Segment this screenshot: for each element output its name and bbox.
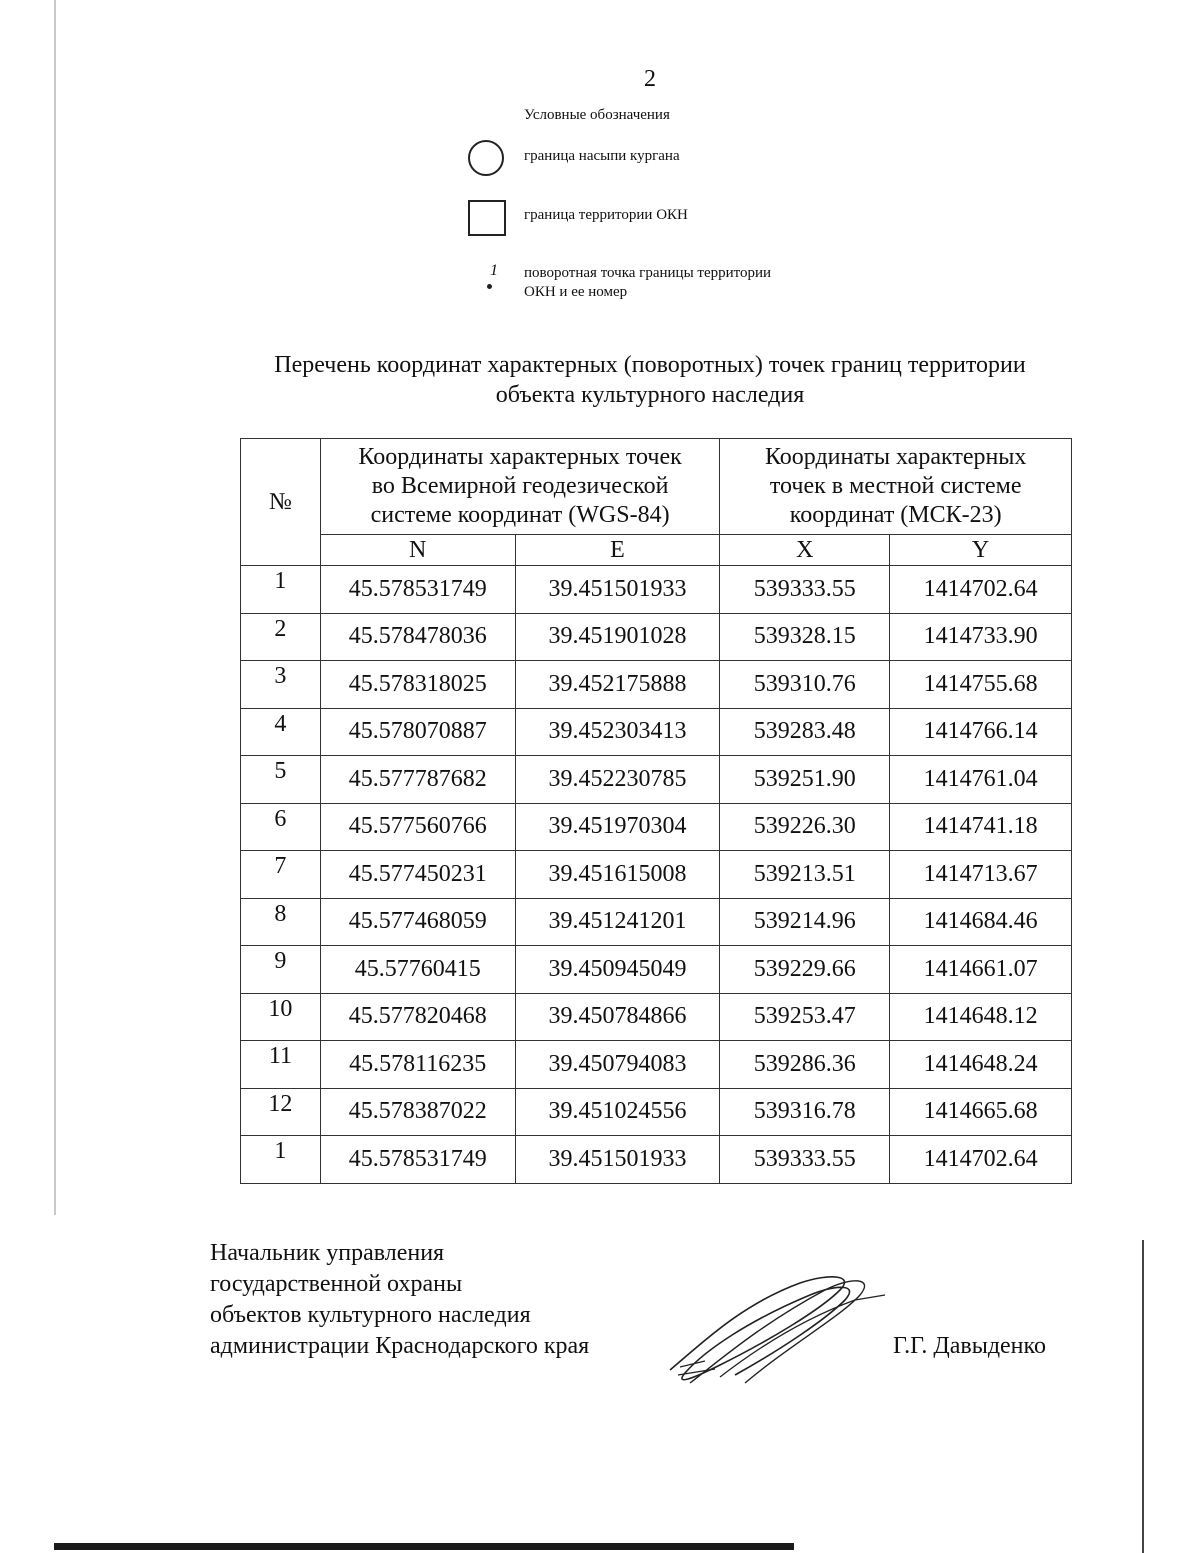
cell-n: 45.577820468 [320, 993, 515, 1041]
section-title-line2: объекта культурного наследия [495, 382, 805, 408]
cell-e: 39.451901028 [515, 613, 720, 661]
cell-e: 39.451241201 [515, 898, 720, 946]
cell-y: 1414733.90 [890, 613, 1072, 661]
scan-edge-right [1142, 1240, 1144, 1553]
cell-number: 12 [241, 1088, 321, 1136]
cell-number: 4 [241, 708, 321, 756]
cell-number: 1 [241, 566, 321, 614]
cell-y: 1414766.14 [890, 708, 1072, 756]
cell-e: 39.450945049 [515, 946, 720, 994]
cell-x: 539283.48 [720, 708, 890, 756]
cell-y: 1414741.18 [890, 803, 1072, 851]
signer-position-line4: администрации Краснодарского края [210, 1333, 590, 1359]
cell-number: 1 [241, 1136, 321, 1184]
cell-number: 6 [241, 803, 321, 851]
cell-y: 1414684.46 [890, 898, 1072, 946]
cell-n: 45.577450231 [320, 851, 515, 899]
cell-n: 45.578478036 [320, 613, 515, 661]
cell-x: 539333.55 [720, 566, 890, 614]
cell-e: 39.451024556 [515, 1088, 720, 1136]
header-n: N [320, 535, 515, 566]
cell-number: 9 [241, 946, 321, 994]
cell-number: 3 [241, 661, 321, 709]
header-wgs84 [320, 439, 720, 535]
legend-title: Условные обозначения [524, 107, 670, 123]
cell-x: 539226.30 [720, 803, 890, 851]
signer-position [210, 1238, 589, 1362]
table-row [241, 993, 1072, 1041]
cell-x: 539214.96 [720, 898, 890, 946]
cell-number: 10 [241, 993, 321, 1041]
cell-e: 39.451970304 [515, 803, 720, 851]
cell-n: 45.578318025 [320, 661, 515, 709]
cell-x: 539328.15 [720, 613, 890, 661]
header-msk23-line1: Координаты характерных [764, 444, 1027, 470]
square-icon [468, 200, 506, 236]
legend-label-point [524, 264, 771, 302]
table-row [241, 851, 1072, 899]
turning-point-number: 1 [490, 262, 498, 279]
cell-number: 7 [241, 851, 321, 899]
header-msk23-line3: координат (МСК-23) [789, 502, 1002, 528]
signer-position-line1: Начальник управления [210, 1240, 445, 1266]
table-row [241, 566, 1072, 614]
signer-position-line2: государственной охраны [210, 1271, 463, 1297]
table-row [241, 898, 1072, 946]
cell-y: 1414648.24 [890, 1041, 1072, 1089]
legend-label-territory: граница территории ОКН [524, 207, 688, 223]
scan-edge-left [54, 0, 56, 1215]
header-wgs84-line1: Координаты характерных точек [358, 444, 682, 470]
cell-n: 45.578116235 [320, 1041, 515, 1089]
table-row [241, 756, 1072, 804]
cell-e: 39.451501933 [515, 1136, 720, 1184]
table-row [241, 946, 1072, 994]
page-number: 2 [644, 66, 656, 92]
cell-e: 39.451501933 [515, 566, 720, 614]
cell-e: 39.452303413 [515, 708, 720, 756]
header-wgs84-line3: системе координат (WGS-84) [370, 502, 670, 528]
table-row [241, 661, 1072, 709]
cell-n: 45.578531749 [320, 1136, 515, 1184]
table-row [241, 803, 1072, 851]
cell-y: 1414702.64 [890, 1136, 1072, 1184]
header-number: № [241, 439, 321, 566]
cell-n: 45.577468059 [320, 898, 515, 946]
cell-y: 1414761.04 [890, 756, 1072, 804]
cell-x: 539316.78 [720, 1088, 890, 1136]
cell-n: 45.577787682 [320, 756, 515, 804]
cell-number: 5 [241, 756, 321, 804]
cell-x: 539229.66 [720, 946, 890, 994]
section-title-line1: Перечень координат характерных (поворотных) точек границ территории [274, 352, 1026, 378]
scan-edge-bottom [54, 1543, 794, 1550]
cell-e: 39.451615008 [515, 851, 720, 899]
cell-y: 1414755.68 [890, 661, 1072, 709]
cell-n: 45.578387022 [320, 1088, 515, 1136]
cell-n: 45.57760415 [320, 946, 515, 994]
turning-point-icon [484, 262, 504, 294]
coordinates-table [240, 438, 1072, 1184]
cell-y: 1414713.67 [890, 851, 1072, 899]
handwritten-signature [660, 1265, 890, 1395]
header-msk23 [720, 439, 1072, 535]
header-wgs84-line2: во Всемирной геодезической [371, 473, 669, 499]
cell-n: 45.578070887 [320, 708, 515, 756]
cell-x: 539286.36 [720, 1041, 890, 1089]
header-e: E [515, 535, 720, 566]
table-row [241, 1088, 1072, 1136]
circle-icon [468, 140, 504, 176]
cell-x: 539333.55 [720, 1136, 890, 1184]
legend-label-point-line2: ОКН и ее номер [524, 284, 628, 300]
legend-label-point-line1: поворотная точка границы территории [524, 265, 772, 281]
cell-e: 39.452230785 [515, 756, 720, 804]
section-title [220, 350, 1080, 410]
cell-number: 11 [241, 1041, 321, 1089]
header-msk23-line2: точек в местной системе [769, 473, 1022, 499]
cell-e: 39.450794083 [515, 1041, 720, 1089]
cell-x: 539310.76 [720, 661, 890, 709]
cell-x: 539213.51 [720, 851, 890, 899]
signer-position-line3: объектов культурного наследия [210, 1302, 531, 1328]
cell-number: 8 [241, 898, 321, 946]
point-dot-icon [487, 284, 492, 289]
table-row [241, 613, 1072, 661]
cell-y: 1414702.64 [890, 566, 1072, 614]
header-y: Y [890, 535, 1072, 566]
table-row [241, 708, 1072, 756]
cell-y: 1414661.07 [890, 946, 1072, 994]
cell-n: 45.577560766 [320, 803, 515, 851]
cell-y: 1414648.12 [890, 993, 1072, 1041]
header-x: X [720, 535, 890, 566]
cell-x: 539251.90 [720, 756, 890, 804]
table-row [241, 1136, 1072, 1184]
table-row [241, 1041, 1072, 1089]
cell-number: 2 [241, 613, 321, 661]
cell-x: 539253.47 [720, 993, 890, 1041]
cell-y: 1414665.68 [890, 1088, 1072, 1136]
cell-e: 39.452175888 [515, 661, 720, 709]
cell-n: 45.578531749 [320, 566, 515, 614]
signer-name: Г.Г. Давыденко [893, 1333, 1046, 1359]
legend-label-mound: граница насыпи кургана [524, 148, 680, 164]
cell-e: 39.450784866 [515, 993, 720, 1041]
